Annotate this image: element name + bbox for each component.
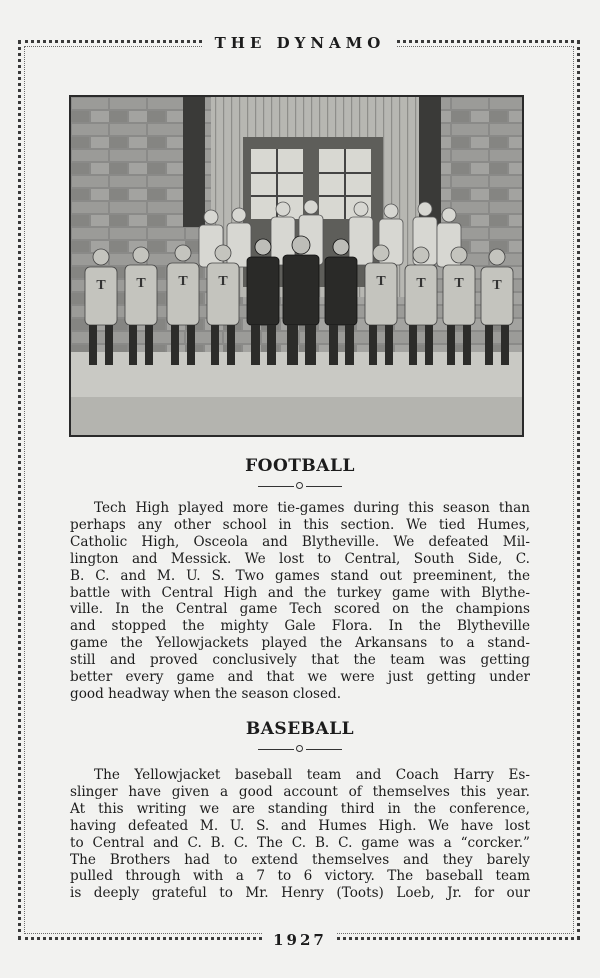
- page-header: [0, 33, 600, 52]
- baseball-article: [70, 767, 530, 902]
- article-line: to Central and C. B. C. The C. B. C. game was a “corcker.”: [70, 834, 530, 851]
- svg-text:T: T: [376, 274, 386, 289]
- article-line: slinger have given a good account of themselves this year.: [70, 783, 530, 800]
- article-line: Tech High played more tie-games during this season than: [94, 500, 530, 516]
- article-line: At this writing we are standing third in the conference,: [70, 800, 530, 817]
- svg-text:T: T: [178, 274, 188, 289]
- page-number: 1927: [263, 931, 337, 949]
- header-title: THE DYNAMO: [203, 34, 398, 52]
- article-line: having defeated M. U. S. and Humes High. We have lost: [70, 817, 530, 834]
- article-line: better every game and that we were just getting under: [70, 669, 530, 686]
- article-line: is deeply grateful to Mr. Henry (Toots) Loeb, Jr. for our: [70, 885, 530, 902]
- football-divider: [258, 481, 342, 491]
- article-line: battle with Central High and the turkey game with Blythe-: [70, 584, 530, 601]
- article-line: The Yellowjacket baseball team and Coach Harry Es-: [94, 767, 530, 783]
- article-line: good headway when the season closed.: [70, 685, 342, 702]
- article-line: game the Yellowjackets played the Arkansans to a stand-: [70, 635, 530, 652]
- svg-text:T: T: [454, 276, 464, 291]
- svg-text:T: T: [416, 276, 426, 291]
- article-line: ville. In the Central game Tech scored on the champions: [70, 601, 530, 618]
- article-line: pulled through with a 7 to 6 victory. The baseball team: [70, 868, 530, 885]
- article-line: Catholic High, Osceola and Blytheville. We defeated Mil-: [70, 533, 530, 550]
- article-line: still and proved conclusively that the team was getting: [70, 652, 530, 669]
- article-line: lington and Messick. We lost to Central, South Side, C.: [70, 550, 530, 567]
- baseball-heading: BASEBALL: [245, 719, 355, 739]
- svg-text:T: T: [136, 276, 146, 291]
- article-line: perhaps any other school in this section. We tied Humes,: [70, 516, 530, 533]
- article-line: B. C. and M. U. S. Two games stand out preeminent, the: [70, 567, 530, 584]
- svg-text:T: T: [96, 278, 106, 293]
- football-heading: FOOTBALL: [245, 456, 355, 476]
- svg-text:T: T: [218, 274, 228, 289]
- svg-text:T: T: [492, 278, 502, 293]
- article-line: The Brothers had to extend themselves and they barely: [70, 851, 530, 868]
- article-line: and stopped the mighty Gale Flora. In the Blytheville: [70, 618, 530, 635]
- team-photo-image: [71, 97, 522, 435]
- football-article: [70, 500, 530, 703]
- team-photograph: [69, 95, 524, 437]
- baseball-divider: [258, 744, 342, 754]
- page-footer: [0, 930, 600, 949]
